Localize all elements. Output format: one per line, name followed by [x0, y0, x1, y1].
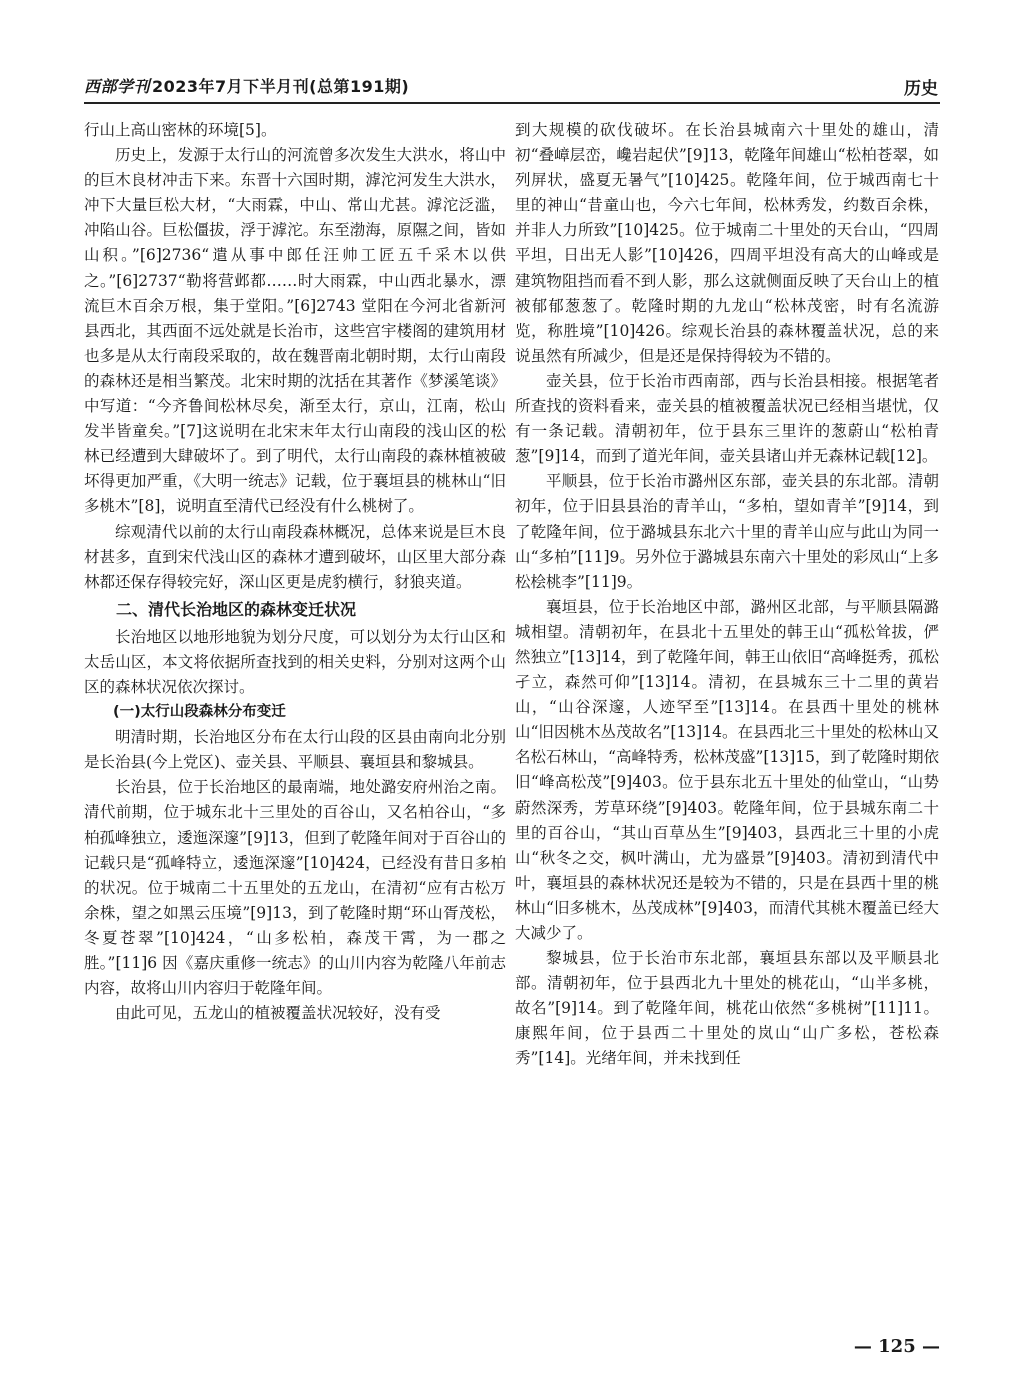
paragraph: 长治县，位于长治地区的最南端，地处潞安府州治之南。清代前期，位于城东北十三里处的百谷山，又名柏谷山，“多柏孤峰独立，逶迤深邃”[9]13，但到了乾隆年间对于百谷山的记载只是“孤峰特立，逶迤深邃”[10]424，已经没有昔日多柏的状况。位于城南二十五里处的五龙山，在清初“应有古松万余株，望之如黑云压境”[9]13，到了乾隆时期“环山胥茂松，冬夏苍翠”[10]424，“山多松柏，森茂干霄，为一郡之胜。”[11]6 因《嘉庆重修一统志》的山川内容为乾隆八年前志内容，故将山川内容归于乾隆年间。 — [84, 778, 506, 998]
section-heading: (一)太行山段森林分布变迁 — [113, 704, 286, 721]
paragraph: 黎城县，位于长治市东北部，襄垣县东部以及平顺县北部。清朝初年，位于县西北九十里处的桃花山，“山半多桃，故名”[9]14。到了乾隆年间，桃花山依然“多桃树”[11]11。康熙年间，位于县西二十里处的岚山“山广多松，苍松森秀”[14]。光绪年间，并未找到任 — [515, 949, 939, 1068]
paragraph: 由此可见，五龙山的植被覆盖状况较好，没有受 — [115, 1004, 441, 1023]
section-title: 历史 — [904, 79, 938, 99]
paragraph: 襄垣县，位于长治地区中部，潞州区北部，与平顺县隔潞城相望。清朝初年，在县北十五里处的韩王山“孤松耸拔，俨然独立”[13]14，到了乾隆年间，韩王山依旧“高峰挺秀，孤松孑立，森然可仰”[13]14。清初，在县城东三十二里的黄岩山，“山谷深邃，人迹罕至”[13]14。在县西十里处的桃林山“旧因桃木丛茂故名”[13]14。在县西北三十里处的松林山又名松石林山，“高峰特秀，松林茂盛”[13]15，到了乾隆时期依旧“峰高松茂”[9]403。位于县东北五十里处的仙堂山，“山势蔚然深秀，芳草环绕”[9]403。乾隆年间，位于县城东南二十里的百谷山，“其山百草丛生”[9]403，县西北三十里的小虎山“秋冬之交，枫叶满山，尤为盛景”[9]403。清初到清代中叶，襄垣县的森林状况还是较为不错的，只是在县西十里的桃林山“旧多桃木，丛茂成林”[9]403，而清代其桃木覆盖已经大大减少了。 — [515, 597, 939, 942]
paragraph: 行山上高山密林的环境[5]。 — [84, 121, 277, 139]
journal-issue — [84, 74, 409, 97]
right-column — [515, 118, 939, 1072]
paragraph: 到大规模的砍伐破坏。在长治县城南六十里处的雄山，清初“叠嶂层峦，巉岩起伏”[9]13，乾隆年间雄山“松柏苍翠，如列屏状，盛夏无暑气”[10]425。乾隆年间，位于城西南七十里的神山“昔童山也，今六七年间，松林秀发，约数百余株，并非人力所致”[10]425。位于城南二十里处的天台山，“四周平坦，日出无人影”[10]426，四周平坦没有高大的山峰或是建筑物阻挡而看不到人影，那么这就侧面反映了天台山上的植被郁郁葱葱了。乾隆时期的九龙山“松林茂密，时有名流游览，称胜境”[10]426。综观长治县的森林覆盖状况，总的来说虽然有所减少，但是还是保持得较为不错的。 — [515, 121, 939, 365]
paragraph: 历史上，发源于太行山的河流曾多次发生大洪水，将山中的巨木良材冲击下来。东晋十六国时期，滹沱河发生大洪水，冲下大量巨松大材，“大雨霖，中山、常山尤甚。滹沱泛滥，冲陷山谷。巨松僵拔，浮于滹沱。东至渤海，原隰之间，皆如山积。”[6]2736“遣从事中郎任汪帅工匠五千采木以供之。”[6]2737“勒将营邺都……时大雨霖，中山西北暴水，漂流巨木百余万根，集于堂阳。”[6]2743 堂阳在今河北省新河县西北，其西面不远处就是长治市，这些宫宇楼阁的建筑用材也多是从太行南段采取的，故在魏晋南北朝时期，太行山南段的森林还是相当繁茂。北宋时期的沈括在其著作《梦溪笔谈》中写道：“今齐鲁间松林尽矣，渐至太行，京山，江南，松山发半皆童矣。”[7]这说明在北宋末年太行山南段的浅山区的松林已经遭到大肆破坏了。到了明代，太行山南段的森林植被破坏得更加严重，《大明一统志》记载，位于襄垣县的桃林山“旧多桃木”[8]，说明直至清代已经没有什么桃树了。 — [84, 146, 506, 516]
paragraph: 平顺县，位于长治市潞州区东部，壶关县的东北部。清朝初年，位于旧县县治的青羊山，“多柏，望如青羊”[9]14，到了乾隆年间，位于潞城县东北六十里的青羊山应与此山为同一山“多柏”[11]9。另外位于潞城县东南六十里处的彩凤山“上多松桧桃李”[11]9。 — [515, 472, 939, 591]
paragraph: 长治地区以地形地貌为划分尺度，可以划分为太行山区和太岳山区，本文将依据所查找到的相关史料，分别对这两个山区的森林状况依次探讨。 — [84, 627, 506, 696]
left-column — [84, 118, 506, 1026]
issue-info: 2023年7月下半月刊(总第191期) — [152, 77, 410, 96]
paragraph: 明清时期，长治地区分布在太行山段的区县由南向北分别是长治县(今上党区)、壶关县、平顺县、襄垣县和黎城县。 — [84, 728, 506, 772]
paragraph: 综观清代以前的太行山南段森林概况，总体来说是巨木良材甚多，直到宋代浅山区的森林才遭到破坏，山区里大部分森林都还保存得较完好，深山区更是虎豹横行，豺狼夹道。 — [84, 522, 506, 591]
section-heading: 二、清代长治地区的森林变迁状况 — [116, 599, 357, 619]
paragraph: 壶关县，位于长治市西南部，西与长治县相接。根据笔者所查找的资料看来，壶关县的植被覆盖状况已经相当堪忧，仅有一条记载。清朝初年，位于县东三里许的葱蔚山“松柏青葱”[9]14，而到了道光年间，壶关县诸山并无森林记载[12]。 — [515, 371, 939, 466]
page-number: — 125 — — [853, 1336, 940, 1357]
journal-logo: 西部学刊 — [84, 77, 151, 96]
page-header — [84, 70, 940, 104]
